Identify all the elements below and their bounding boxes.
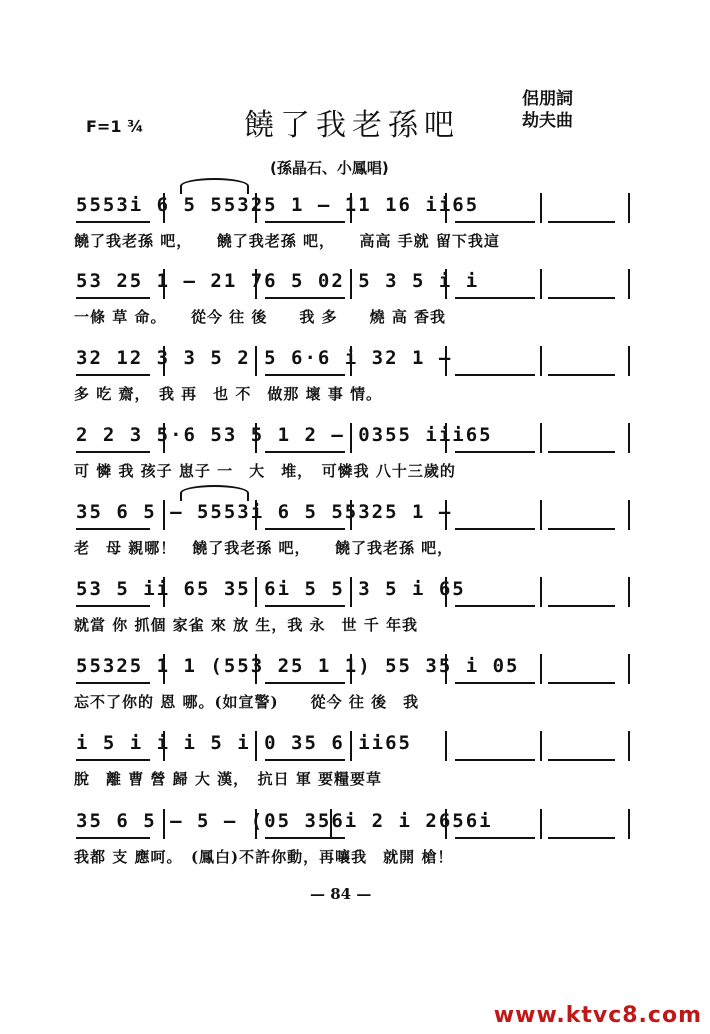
score-system <box>0 651 710 721</box>
beam-underline <box>455 759 535 761</box>
bar-line <box>163 654 165 684</box>
notation-text: 35 6 5 — 5553i 6 5 55325 1 — <box>76 501 453 523</box>
notation-text: 32 12 3 3 5 2 5 6·6 i 32 1 — <box>76 347 453 369</box>
lyric-line: 多 吃 齋， 我 再 也 不 做那 壞 事 情。 <box>74 385 383 403</box>
bar-line <box>350 731 352 761</box>
beam-underline <box>455 837 535 839</box>
composer-credit: 劫夫曲 <box>522 111 573 131</box>
bar-line <box>628 731 630 761</box>
bar-line <box>540 346 542 376</box>
beam-underline <box>265 528 345 530</box>
bar-line <box>255 809 257 839</box>
bar-line <box>163 809 165 839</box>
notation-text: 2 2 3 5·6 53 5 1 2 — 0355 iii65 <box>76 424 493 446</box>
bar-line <box>445 500 447 530</box>
bar-line <box>350 577 352 607</box>
beam-underline <box>548 682 615 684</box>
bar-line <box>350 269 352 299</box>
beam-underline <box>265 682 345 684</box>
bar-line <box>445 269 447 299</box>
notation-text: 5553i 6 5 55325 1 — 11 16 ii65 <box>76 194 480 216</box>
bar-line <box>163 577 165 607</box>
bar-line <box>163 423 165 453</box>
bar-line <box>540 193 542 223</box>
bar-line <box>163 500 165 530</box>
bar-line <box>445 423 447 453</box>
lyricist-credit: 侶朋詞 <box>522 89 573 109</box>
bar-line <box>255 269 257 299</box>
beam-underline <box>76 528 150 530</box>
bar-line <box>540 269 542 299</box>
beam-underline <box>548 451 615 453</box>
notation-row <box>0 343 710 373</box>
bar-line <box>445 731 447 761</box>
bar-line <box>330 809 332 839</box>
tie-slur <box>180 178 249 194</box>
bar-line <box>628 346 630 376</box>
notation-row <box>0 806 710 836</box>
lyric-line: 可 憐 我 孩子 崽子 一 大 堆， 可憐我 八十三歲的 <box>74 462 456 480</box>
bar-line <box>540 731 542 761</box>
bar-line <box>350 346 352 376</box>
beam-underline <box>76 682 150 684</box>
score-system <box>0 806 710 876</box>
notation-row <box>0 190 710 220</box>
bar-line <box>445 654 447 684</box>
beam-underline <box>265 605 345 607</box>
bar-line <box>445 193 447 223</box>
lyric-line: 饒了我老孫 吧， 饒了我老孫 吧， 高高 手就 留下我這 <box>74 232 500 250</box>
beam-underline <box>548 528 615 530</box>
beam-underline <box>265 221 345 223</box>
beam-underline <box>548 297 615 299</box>
bar-line <box>163 731 165 761</box>
notation-text: 53 5 ii 65 35 6i 5 5 3 5 i 65 <box>76 578 466 600</box>
bar-line <box>255 193 257 223</box>
beam-underline <box>455 451 535 453</box>
notation-text: i 5 i i i 5 i 0 35 6 ii65 <box>76 732 412 754</box>
beam-underline <box>548 759 615 761</box>
score-system <box>0 266 710 336</box>
beam-underline <box>548 605 615 607</box>
lyric-line: 一條 草 命。 從今 往 後 我 多 燒 高 香我 <box>74 308 447 326</box>
score-system <box>0 728 710 798</box>
bar-line <box>628 809 630 839</box>
score-system <box>0 420 710 490</box>
bar-line <box>255 346 257 376</box>
score-system <box>0 497 710 567</box>
beam-underline <box>76 451 150 453</box>
notation-row <box>0 266 710 296</box>
singers-note: (孫晶石、小鳳唱) <box>270 159 389 177</box>
beam-underline <box>265 451 345 453</box>
bar-line <box>255 654 257 684</box>
bar-line <box>628 577 630 607</box>
bar-line <box>540 577 542 607</box>
key-signature: F=1 ¾ <box>86 117 144 136</box>
credits <box>522 88 573 132</box>
beam-underline <box>455 528 535 530</box>
bar-line <box>540 809 542 839</box>
bar-line <box>628 654 630 684</box>
bar-line <box>255 577 257 607</box>
bar-line <box>628 193 630 223</box>
notation-row <box>0 497 710 527</box>
notation-text: 55325 1 1 (553 25 1 1) 55 35 i 05 <box>76 655 520 677</box>
beam-underline <box>455 297 535 299</box>
lyric-line: 忘不了你的 恩 哪。(如宣警) 從今 往 後 我 <box>74 693 420 711</box>
bar-line <box>540 423 542 453</box>
bar-line <box>445 809 447 839</box>
beam-underline <box>265 374 345 376</box>
bar-line <box>445 346 447 376</box>
bar-line <box>540 500 542 530</box>
bar-line <box>163 346 165 376</box>
beam-underline <box>455 374 535 376</box>
bar-line <box>350 654 352 684</box>
beam-underline <box>76 759 150 761</box>
beam-underline <box>76 837 150 839</box>
bar-line <box>628 423 630 453</box>
bar-line <box>628 500 630 530</box>
bar-line <box>445 577 447 607</box>
bar-line <box>350 193 352 223</box>
bar-line <box>255 423 257 453</box>
lyric-line: 就當 你 抓個 家雀 來 放 生，我 永 世 千 年我 <box>74 616 419 634</box>
beam-underline <box>548 221 615 223</box>
beam-underline <box>76 374 150 376</box>
beam-underline <box>76 605 150 607</box>
bar-line <box>350 500 352 530</box>
bar-line <box>163 269 165 299</box>
lyric-line: 我都 支 應呵。 (鳳白)不許你動，再嚷我 就開 槍！ <box>74 848 454 866</box>
lyric-line: 脫 離 曹 營 歸 大 漢， 抗日 軍 要糧要草 <box>74 770 383 788</box>
notation-text: 35 6 5 — 5 — (05 356i 2 i 2656i <box>76 810 493 832</box>
lyric-line: 老 母 親哪！ 饒了我老孫 吧， 饒了我老孫 吧， <box>74 539 454 557</box>
notation-row <box>0 728 710 758</box>
score-system <box>0 190 710 260</box>
bar-line <box>255 731 257 761</box>
beam-underline <box>548 837 615 839</box>
notation-text: 53 25 1 — 21 76 5 02 5 3 5 i i <box>76 270 480 292</box>
page-number: — 84 — <box>310 885 372 903</box>
beam-underline <box>265 837 345 839</box>
bar-line <box>350 423 352 453</box>
beam-underline <box>455 682 535 684</box>
beam-underline <box>548 374 615 376</box>
beam-underline <box>76 221 150 223</box>
beam-underline <box>76 297 150 299</box>
notation-row <box>0 651 710 681</box>
bar-line <box>628 269 630 299</box>
watermark: www.ktvc8.com <box>493 1003 702 1028</box>
bar-line <box>255 500 257 530</box>
song-title: 饒了我老孫吧 <box>244 108 460 143</box>
bar-line <box>163 193 165 223</box>
tie-slur <box>180 485 249 501</box>
beam-underline <box>455 221 535 223</box>
notation-row <box>0 420 710 450</box>
score-system <box>0 343 710 413</box>
beam-underline <box>455 605 535 607</box>
score-system <box>0 574 710 644</box>
beam-underline <box>265 759 345 761</box>
bar-line <box>540 654 542 684</box>
beam-underline <box>265 297 345 299</box>
notation-row <box>0 574 710 604</box>
